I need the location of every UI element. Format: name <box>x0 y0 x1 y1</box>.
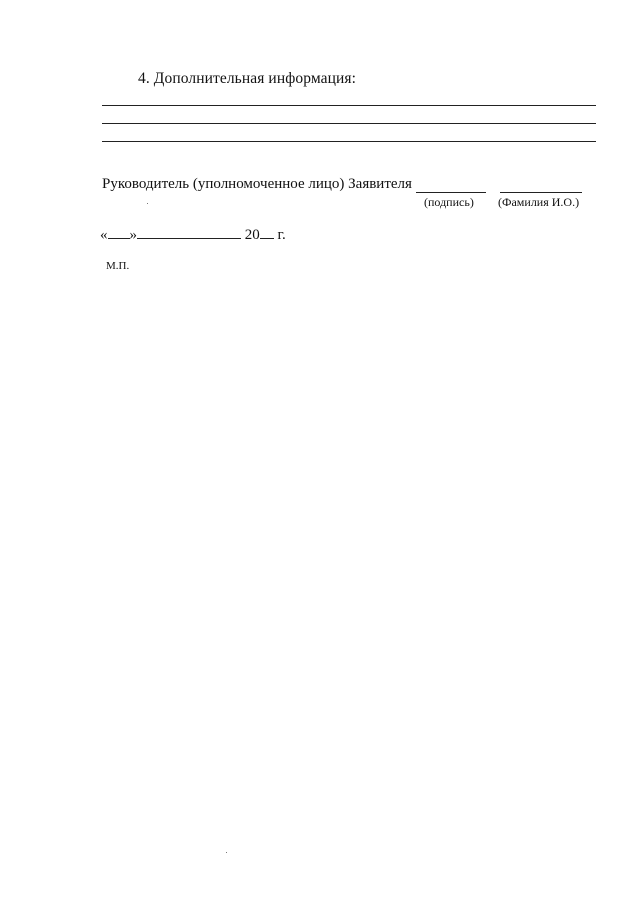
date-open-quote: « <box>100 227 108 243</box>
signature-caption: (подпись) <box>424 195 474 209</box>
date-close-quote: » <box>129 227 137 243</box>
signer-title: Руководитель (уполномоченное лицо) Заявителя <box>102 176 412 192</box>
year-prefix: 20 <box>244 227 260 243</box>
day-blank <box>108 225 130 239</box>
full-name-caption: (Фамилия И.О.) <box>498 195 580 209</box>
scan-speck <box>226 852 227 853</box>
year-blank <box>260 225 274 239</box>
additional-info-heading: 4. Дополнительная информация: <box>138 70 357 87</box>
additional-info-line-3 <box>102 141 596 142</box>
scan-speck <box>147 203 148 204</box>
additional-info-line-2 <box>102 123 596 124</box>
month-blank <box>137 225 241 239</box>
year-suffix: г. <box>277 227 286 243</box>
full-name-blank <box>500 192 582 193</box>
date-line <box>100 225 286 244</box>
signature-blank <box>416 192 486 193</box>
stamp-place-label: М.П. <box>106 260 130 272</box>
additional-info-line-1 <box>102 105 596 106</box>
